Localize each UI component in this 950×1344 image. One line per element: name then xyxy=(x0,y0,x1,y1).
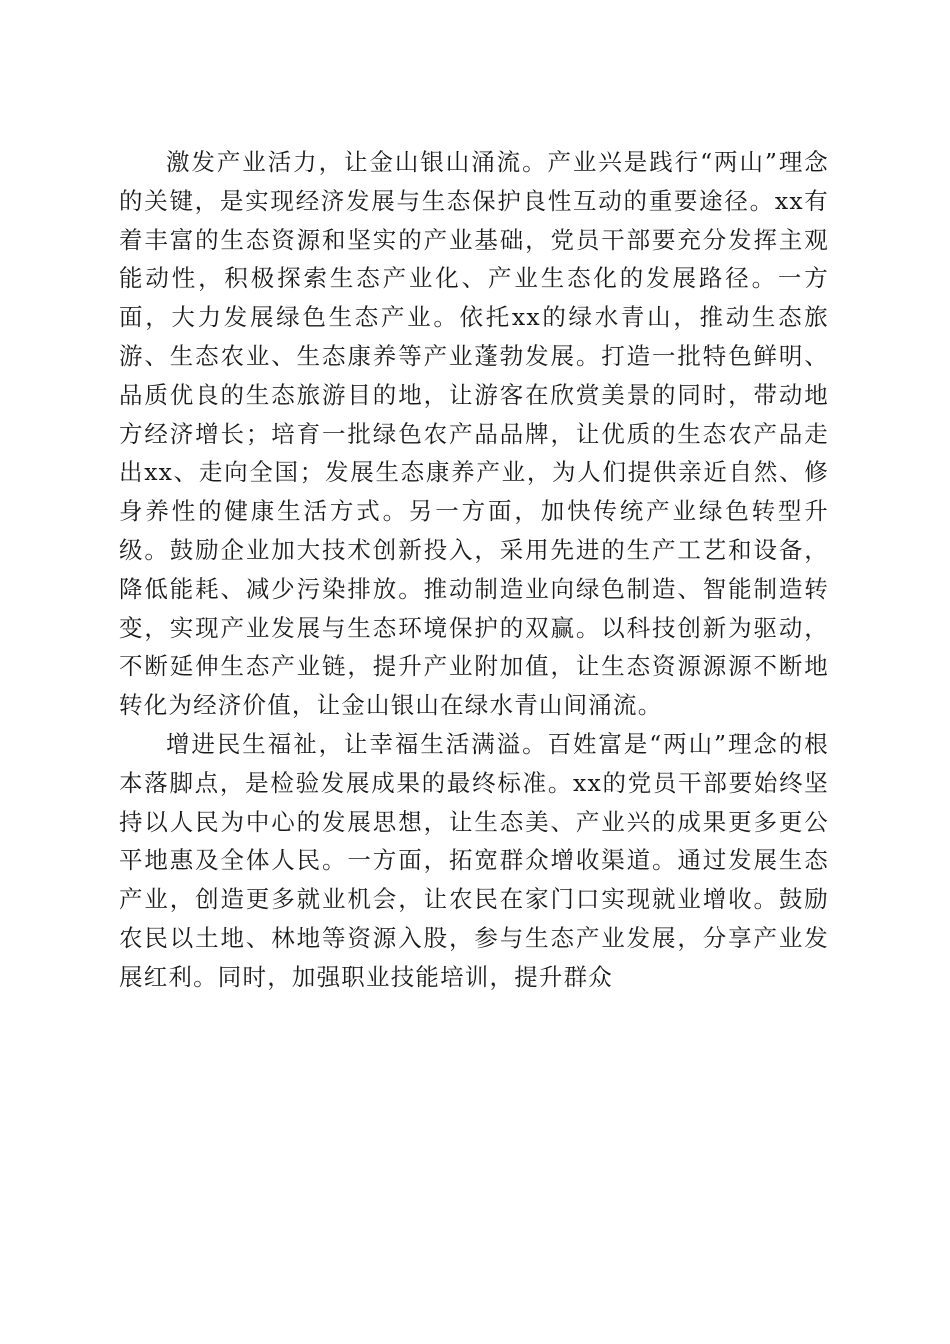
paragraph-industry: 激发产业活力，让金山银山涌流。产业兴是践行“两山”理念的关键，是实现经济发展与生态保护良性互动的重要途径。xx有着丰富的生态资源和坚实的产业基础，党员干部要充分发挥主观能动性，积极探索生态产业化、产业生态化的发展路径。一方面，大力发展绿色生态产业。依托xx的绿水青山，推动生态旅游、生态农业、生态康养等产业蓬勃发展。打造一批特色鲜明、品质优良的生态旅游目的地，让游客在欣赏美景的同时，带动地方经济增长；培育一批绿色农产品品牌，让优质的生态农产品走出xx、走向全国；发展生态康养产业，为人们提供亲近自然、修身养性的健康生活方式。另一方面，加快传统产业绿色转型升级。鼓励企业加大技术创新投入，采用先进的生产工艺和设备，降低能耗、减少污染排放。推动制造业向绿色制造、智能制造转变，实现产业发展与生态环境保护的双赢。以科技创新为驱动，不断延伸生态产业链，提升产业附加值，让生态资源源源不断地转化为经济价值，让金山银山在绿水青山间涌流。 xyxy=(119,148,829,720)
paragraph-livelihood: 增进民生福祉，让幸福生活满溢。百姓富是“两山”理念的根本落脚点，是检验发展成果的最终标准。xx的党员干部要始终坚持以人民为中心的发展思想，让生态美、产业兴的成果更多更公平地惠及全体人民。一方面，拓宽群众增收渠道。通过发展生态产业，创造更多就业机会，让农民在家门口实现就业增收。鼓励农民以土地、林地等资源入股，参与生态产业发展，分享产业发展红利。同时，加强职业技能培训，提升群众 xyxy=(119,729,829,991)
document-body xyxy=(119,143,829,997)
